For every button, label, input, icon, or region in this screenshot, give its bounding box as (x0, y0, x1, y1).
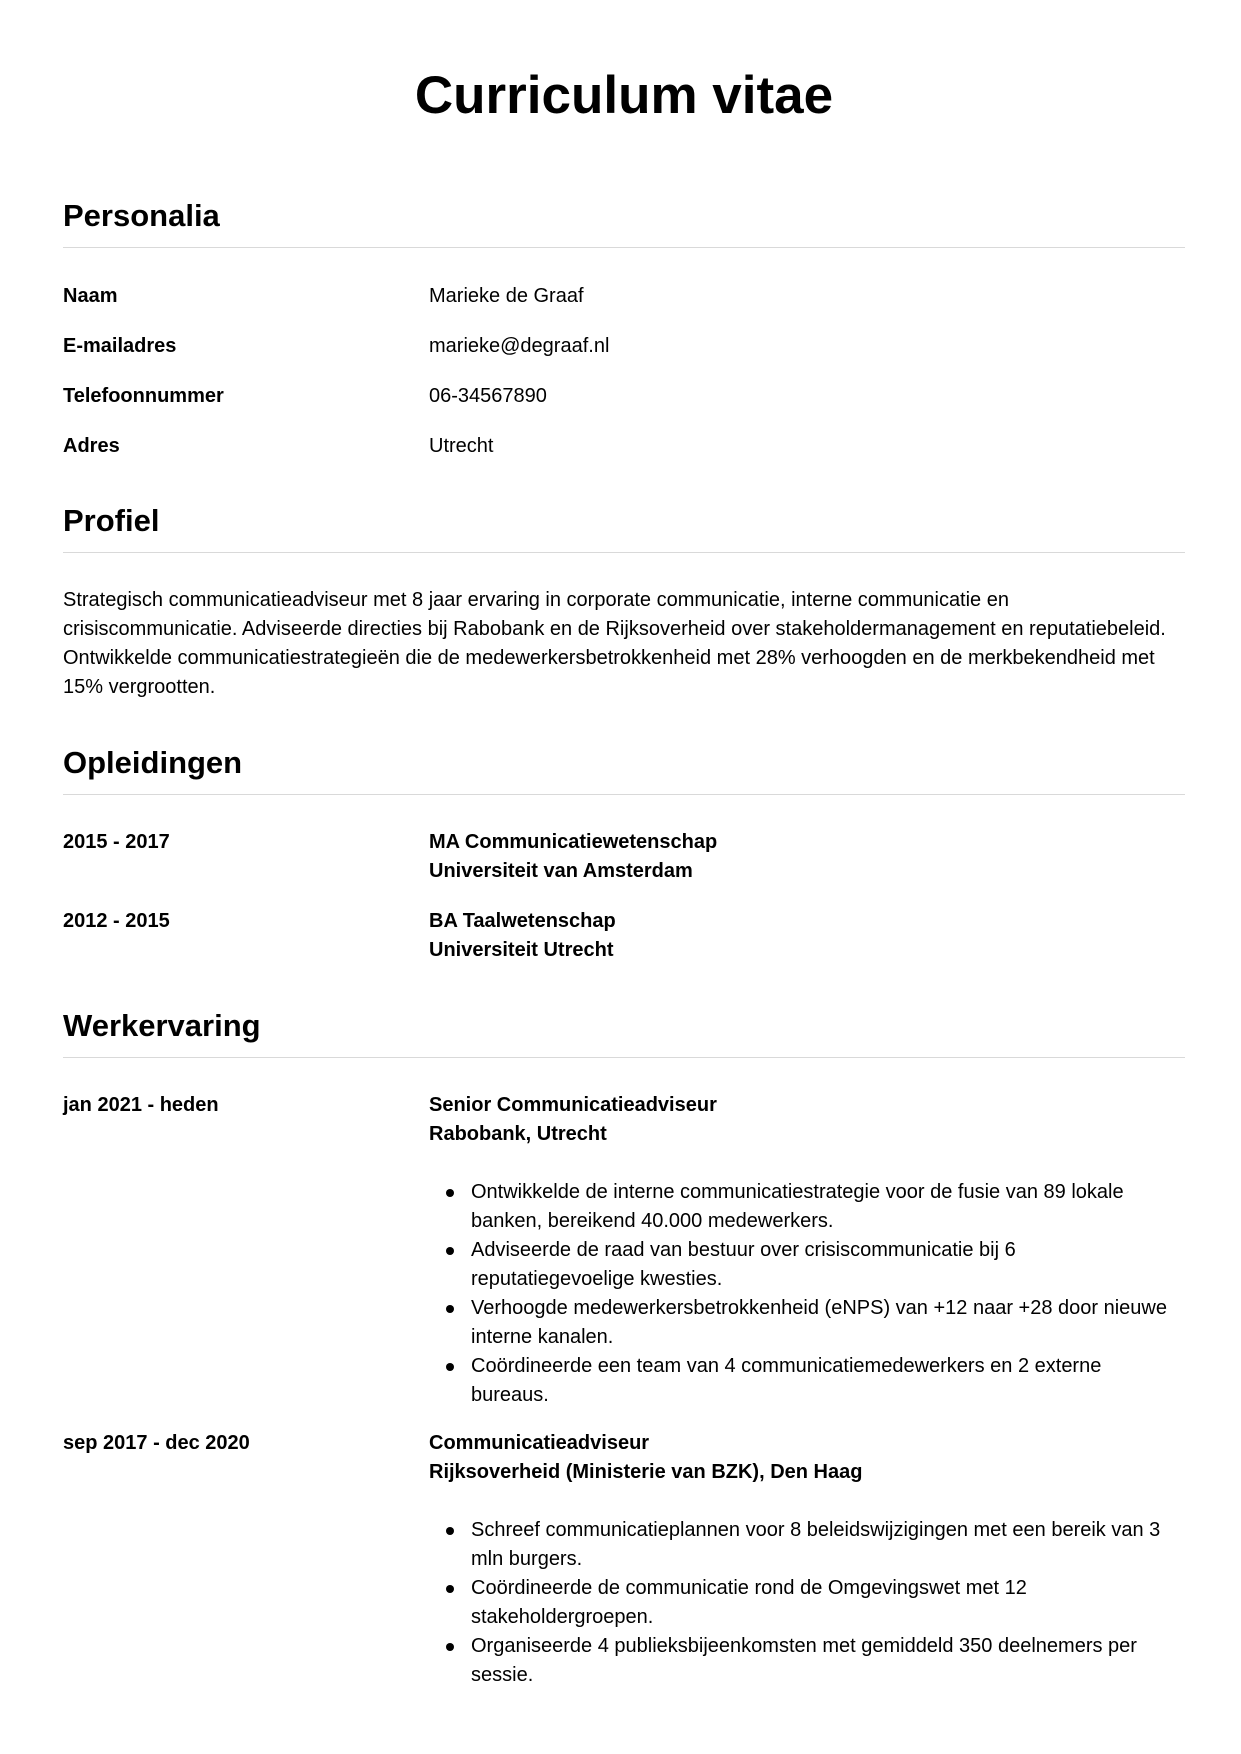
field-label: E-mailadres (63, 335, 177, 357)
achievement-text: Verhoogde medewerkersbetrokkenheid (eNPS) van +12 naar +28 door nieuwe interne kanalen. (471, 1297, 1167, 1348)
achievement-text: Adviseerde de raad van bestuur over crisiscommunicatie bij 6 reputatiegevoelige kwesties. (471, 1239, 1016, 1290)
section-opleidingen (63, 744, 1185, 795)
work-role: Communicatieadviseur (429, 1432, 650, 1454)
document-title: Curriculum vitae (414, 66, 834, 125)
work-detail (429, 1091, 1185, 1410)
education-period: 2015 - 2017 (63, 831, 170, 853)
work-employer: Rabobank, Utrecht (429, 1123, 607, 1145)
list-item (429, 1632, 1171, 1690)
work-period: sep 2017 - dec 2020 (63, 1432, 250, 1454)
section-personalia (63, 197, 1185, 248)
field-value: marieke@degraaf.nl (429, 335, 610, 357)
education-degree: MA Communicatiewetenschap (429, 831, 718, 853)
section-divider (63, 247, 1185, 248)
achievement-text: Schreef communicatieplannen voor 8 beleidswijzigingen met een bereik van 3 mln burgers. (471, 1519, 1161, 1570)
work-role: Senior Communicatieadviseur (429, 1094, 717, 1116)
education-period: 2012 - 2015 (63, 910, 170, 932)
section-heading-profiel: Profiel (63, 503, 160, 538)
list-item (429, 1516, 1171, 1574)
section-heading-personalia: Personalia (63, 198, 220, 233)
education-detail (429, 828, 1185, 886)
section-heading-opleidingen: Opleidingen (63, 745, 243, 780)
education-detail (429, 907, 1185, 965)
section-profiel (63, 502, 1185, 553)
bullet-icon (446, 1189, 454, 1197)
field-label: Telefoonnummer (63, 385, 224, 407)
bullet-icon (446, 1247, 454, 1255)
list-item (429, 1178, 1171, 1236)
education-degree: BA Taalwetenschap (429, 910, 616, 932)
list-item (429, 1574, 1171, 1632)
list-item (429, 1294, 1171, 1352)
section-divider (63, 794, 1185, 795)
bullet-icon (446, 1527, 454, 1535)
section-werkervaring (63, 1007, 1185, 1058)
education-institution: Universiteit van Amsterdam (429, 860, 693, 882)
bullet-icon (446, 1305, 454, 1313)
list-item (429, 1352, 1171, 1410)
achievement-text: Organiseerde 4 publieksbijeenkomsten met gemiddeld 350 deelnemers per sessie. (471, 1635, 1137, 1686)
section-divider (63, 552, 1185, 553)
achievement-text: Coördineerde de communicatie rond de Omgevingswet met 12 stakeholdergroepen. (471, 1577, 1027, 1628)
section-divider (63, 1057, 1185, 1058)
profile-summary: Strategisch communicatieadviseur met 8 jaar ervaring in corporate communicatie, interne communicatie en crisiscommunicatie. Adviseerde directies bij Rabobank en de Rijksoverheid over stakeholdermanagement en reputatiebeleid. Ontwikkelde communicatiestrategieën die de medewerkersbetrokkenheid met 28% verhoogden en de merkbekendheid met 15% vergrootten. (63, 589, 1166, 698)
bullet-icon (446, 1363, 454, 1371)
work-employer: Rijksoverheid (Ministerie van BZK), Den Haag (429, 1461, 863, 1483)
work-achievements (429, 1178, 1185, 1410)
list-item (429, 1236, 1171, 1294)
field-label: Adres (63, 435, 120, 457)
work-detail (429, 1429, 1185, 1690)
field-value: 06-34567890 (429, 385, 547, 407)
field-value: Utrecht (429, 435, 494, 457)
field-label: Naam (63, 285, 118, 307)
achievement-text: Ontwikkelde de interne communicatiestrategie voor de fusie van 89 lokale banken, bereikend 40.000 medewerkers. (471, 1181, 1124, 1232)
section-heading-werkervaring: Werkervaring (63, 1008, 261, 1043)
work-period: jan 2021 - heden (63, 1094, 219, 1116)
field-value: Marieke de Graaf (429, 285, 584, 307)
achievement-text: Coördineerde een team van 4 communicatiemedewerkers en 2 externe bureaus. (471, 1355, 1102, 1406)
bullet-icon (446, 1643, 454, 1651)
bullet-icon (446, 1585, 454, 1593)
education-institution: Universiteit Utrecht (429, 939, 614, 961)
work-achievements (429, 1516, 1185, 1690)
